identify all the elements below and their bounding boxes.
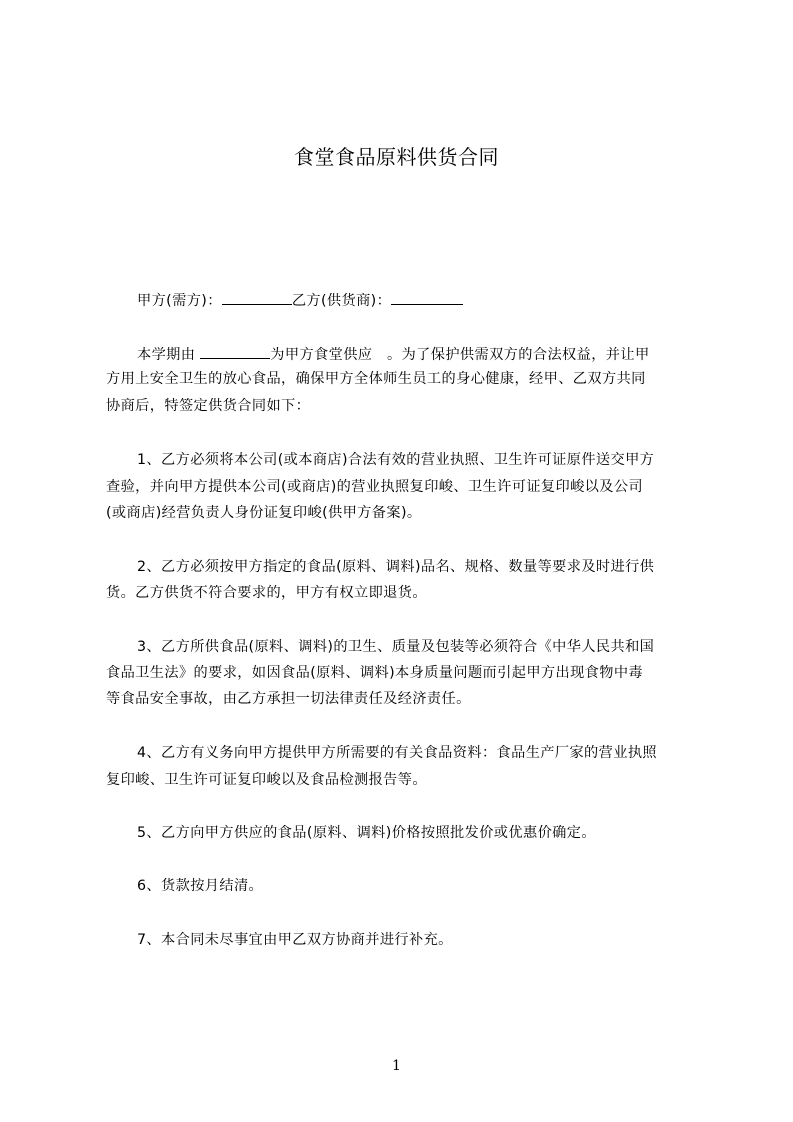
- clause-1-line-3: (或商店)经营负责人身份证复印峻(供甲方备案)。: [106, 505, 422, 521]
- intro-line-3: 协商后，特签定供货合同如下：: [106, 398, 311, 414]
- clause-2-line-2: 货。乙方供货不符合要求的，甲方有权立即退货。: [106, 585, 427, 601]
- party-a-label: 甲方(需方)：: [137, 293, 222, 309]
- clause-5-line-1: 5、乙方向甲方供应的食品(原料、调料)价格按照批发价或优惠价确定。: [137, 825, 596, 841]
- clause-3-line-3: 等食品安全事故，由乙方承担一切法律责任及经济责任。: [106, 691, 471, 707]
- party-b-label: 乙方(供货商)：: [291, 293, 392, 309]
- document-title: 食堂食品原料供货合同: [294, 145, 499, 169]
- term-blank: [200, 344, 270, 359]
- clause-4-line-2: 复印峻、卫生许可证复印峻以及食品检测报告等。: [106, 772, 427, 788]
- clause-3-line-2: 食品卫生法》的要求，如因食品(原料、调料)本身质量问题而引起甲方出现食物中毒: [106, 665, 644, 681]
- parties-line: [137, 290, 463, 311]
- intro-prefix: 本学期由: [137, 347, 196, 363]
- page-number: 1: [392, 1058, 401, 1074]
- clause-1-line-1: 1、乙方必须将本公司(或本商店)合法有效的营业执照、卫生许可证原件送交甲方: [137, 452, 655, 468]
- intro-suffix: 为甲方食堂供应 。为了保护供需双方的合法权益，并让甲: [270, 347, 650, 363]
- clause-3-line-1: 3、乙方所供食品(原料、调料)的卫生、质量及包装等必须符合《中华人民共和国: [137, 639, 655, 655]
- clause-2-line-1: 2、乙方必须按甲方指定的食品(原料、调料)品名、规格、数量等要求及时进行供: [137, 559, 655, 575]
- party-b-blank: [391, 290, 463, 305]
- clause-7-line-1: 7、本合同未尽事宜由甲乙双方协商并进行补充。: [137, 932, 453, 948]
- intro-line-2: 方用上安全卫生的放心食品，确保甲方全体师生员工的身心健康，经甲、乙双方共同: [106, 371, 646, 387]
- intro-line-1: [137, 344, 650, 365]
- party-a-blank: [222, 290, 292, 305]
- clause-6-line-1: 6、货款按月结清。: [137, 878, 264, 894]
- clause-1-line-2: 查验，并向甲方提供本公司(或商店)的营业执照复印峻、卫生许可证复印峻以及公司: [106, 479, 644, 495]
- clause-4-line-1: 4、乙方有义务向甲方提供甲方所需要的有关食品资料：食品生产厂家的营业执照: [137, 745, 657, 761]
